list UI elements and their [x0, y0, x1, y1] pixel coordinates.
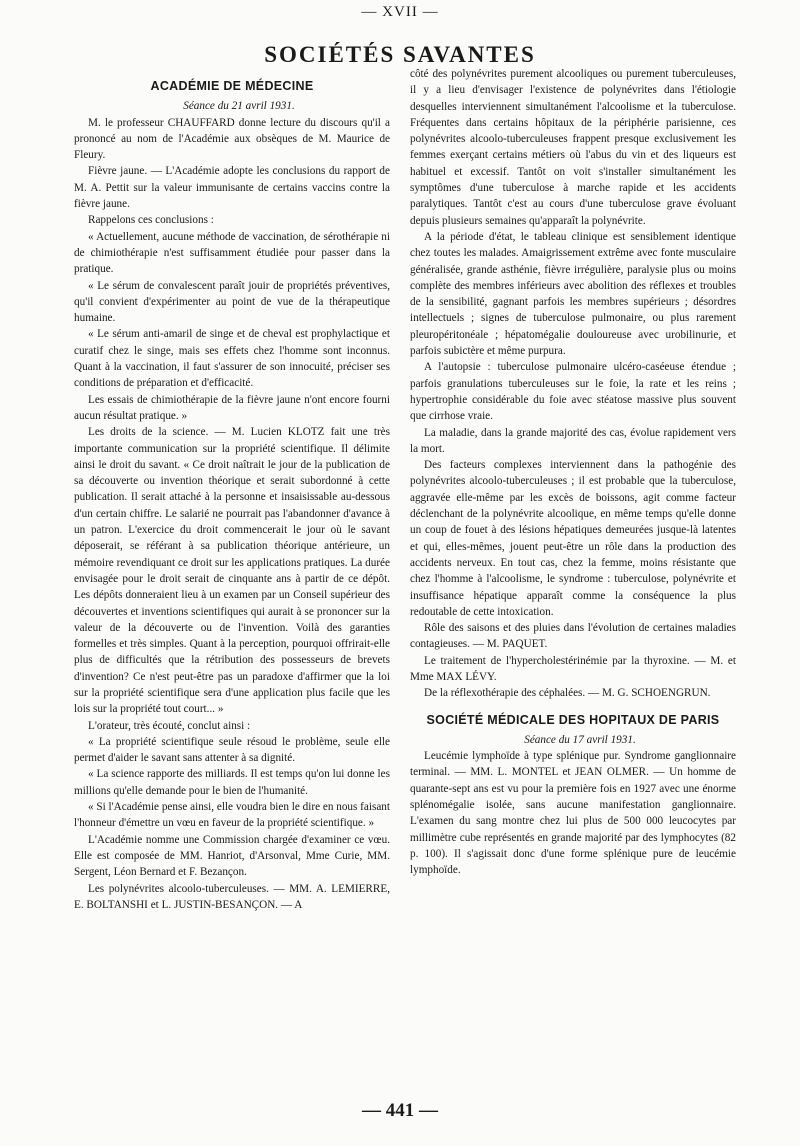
page-roman-header: — XVII — [361, 4, 439, 20]
left-paragraph-12: « Si l'Académie pense ainsi, elle voudra bien le dire en nous faisant l'honneur d'émettre un vœu en faveur de la propriété scientifique. » [74, 801, 390, 830]
left-paragraph-8: Les droits de la science. — M. Lucien KLOTZ fait une très importante communication sur la propriété scientifique. Il délimite ainsi le droit du savant. « Ce droit naîtrait le jour de la publication de sa découverte ou invention théorique et serait subordonné à cette publication. Il serait attaché à la personne et insaisissable au-dessous d'un certain chiffre. Le salarié ne pourrait pas l'abandonner d'avance à un patron. L'exercice du droit commencerait le jour où le savant déposerait, se référant à sa publication théorique antérieure, un mémoire revendiquant ce droit sur les applications pratiques. La durée envisagée pour le droit serait de cinquante ans à partir de ce dépôt. Les dépôts donneraient lieu à un examen par un Conseil supérieur des découvertes et inventions scientifiques qui aurait à se prononcer sur la valeur de la découverte ou de l'invention. Voilà des garanties formelles et très simples. Quant à la perception, pourquoi offrirait-elle plus de difficultés que la rétribution des possesseurs de brevets d'invention? Ce n'est peut-être pas un paradoxe d'affirmer que la loi sur la propriété scientifique sera d'une application plus facile que les lois sur la propriété tout court... » [74, 426, 390, 716]
society-title: SOCIÉTÉ MÉDICALE DES HOPITAUX DE PARIS [426, 712, 720, 727]
page-title: SOCIÉTÉS SAVANTES [264, 42, 536, 67]
society-session: Séance du 17 avril 1931. [524, 733, 636, 746]
left-paragraph-1: M. le professeur CHAUFFARD donne lecture du discours qu'il a prononcé au nom de l'Académie aux obsèques de M. Maurice de Fleury. [74, 116, 390, 162]
right-paragraph-2: A la période d'état, le tableau clinique est sensiblement identique chez toutes les malades. Amaigrissement extrême avec fonte musculaire généralisée, grande asthénie, fièvre irrégulière, paralysie plus ou moins complète des membres inférieurs avec abolition des réflexes et troubles de la sensibilité, gagnant parfois les membres supérieurs ; désordres intellectuels ; signes de tuberculose pulmonaire, ou plus rarement pleuropéritonéale ; hépatomégalie douloureuse avec urobilinurie, et parfois subictère et même purpura. [410, 230, 736, 358]
right-paragraph-5: Des facteurs complexes interviennent dans la pathogénie des polynévrites alcoolo-tuberculeuses ; il est probable que la tuberculose, aggravée elle-même par les excès de boissons, agit comme facteur déclenchant de la polynévrite alcoolique, en même temps qu'elle donne un coup de fouet à des lésions hépatiques demeurées jusque-là latentes et qui, elles-mêmes, jouent peut-être un rôle dans la production des accidents nerveux. En tout cas, chez la femme, moins résistante que chez l'homme à l'alcoolisme, le syndrome : tuberculose, polynévrite et insuffisance hépatique apparaît comme la conséquence la plus redoutable de cette intoxication. [410, 459, 736, 618]
right-paragraph-8: De la réflexothérapie des céphalées. — M. G. SCHOENGRUN. [424, 687, 711, 700]
right-paragraph-6: Rôle des saisons et des pluies dans l'évolution de certaines maladies contagieuses. — M. PAQUET. [410, 622, 736, 651]
page-number: — 441 — [362, 1100, 438, 1121]
right-column [410, 66, 736, 879]
left-paragraph-3: Rappelons ces conclusions : [88, 214, 214, 227]
left-paragraph-13: L'Académie nomme une Commission chargée d'examiner ce vœu. Elle est composée de MM. Hanriot, d'Arsonval, Mme Curie, MM. Sergent, Léon Bernard et F. Bezançon. [74, 833, 390, 879]
right-paragraph-1: côté des polynévrites purement alcooliques ou purement tuberculeuses, il y a lieu d'envisager l'existence de polynévrites dans l'étiologie desquelles interviennent simultanément l'alcoolisme et la tuberculose. Fréquentes dans certains hôpitaux de la périphérie parisienne, ces polynévrites alcoolo-tuberculeuses frappent presque exclusivement les femmes exerçant certains métiers où l'abus du vin et des liqueurs est habituel et excessif. Tantôt on voit s'installer simultanément les symptômes d'une tuberculose à marche rapide et les accidents paralytiques. Tantôt c'est au cours d'une tuberculose grave évoluant depuis plusieurs semaines qu'apparaît la polynévrite. [410, 68, 736, 227]
left-column [74, 78, 390, 913]
right-paragraph-4: La maladie, dans la grande majorité des cas, évolue rapidement vers la mort. [410, 426, 736, 455]
right-paragraph-9: Leucémie lymphoïde à type splénique pur. Syndrome ganglionnaire terminal. — MM. L. MONTEL et JEAN OLMER. — Un homme de quarante-sept ans est vu pour la première fois en 1927 avec une énorme splénomégalie isolée, sans aucune manifestation ganglionnaire. L'examen du sang montre chez lui plus de 500 000 leucocytes par millimètre cube représentés en grande majorité par des lymphocytes (82 p. 100). Il s'agissait donc d'une forme splénique pure de leucémie lymphoïde. [410, 750, 736, 877]
left-paragraph-11: « La science rapporte des milliards. Il est temps qu'on lui donne les millions qu'elle demande pour le bien de l'humanité. [74, 768, 390, 797]
right-paragraph-7: Le traitement de l'hypercholestérinémie par la thyroxine. — M. et Mme MAX LÉVY. [410, 654, 736, 683]
academy-session: Séance du 21 avril 1931. [183, 100, 295, 113]
left-paragraph-6: « Le sérum anti-amaril de singe et de cheval est prophylactique et curatif chez le singe, mais ses effets chez l'homme sont inconnus. Quant à la vaccination, il faut s'assurer de son innocuité, préciser ses conditions de préparation et d'efficacité. [74, 328, 390, 390]
left-paragraph-7: Les essais de chimiothérapie de la fièvre jaune n'ont encore fourni aucun résultat pratique. » [74, 393, 390, 422]
section-spacer [410, 702, 736, 712]
left-paragraph-2: Fièvre jaune. — L'Académie adopte les conclusions du rapport de M. A. Pettit sur la valeur immunisante de certains vaccins contre la fièvre jaune. [74, 165, 390, 211]
academy-title: ACADÉMIE DE MÉDECINE [150, 79, 314, 93]
left-paragraph-10: « La propriété scientifique seule résoud le problème, seule elle permet d'aider le savant sans attenter à sa dignité. [74, 735, 390, 765]
left-paragraph-9: L'orateur, très écouté, conclut ainsi : [88, 719, 251, 732]
left-paragraph-14: Les polynévrites alcoolo-tuberculeuses. — MM. A. LEMIERRE, E. BOLTANSHI et L. JUSTIN-BESANÇON. — A [74, 882, 390, 911]
right-paragraph-3: A l'autopsie : tuberculose pulmonaire ulcéro-caséeuse étendue ; parfois granulations tuberculeuses sur le foie, la rate et les reins ; hypertrophie considérable du foie avec stéatose massive plus souvent que cirrhose vraie. [410, 361, 736, 423]
left-paragraph-4: « Actuellement, aucune méthode de vaccination, de sérothérapie ni de chimiothérapie n'est suffisamment étudiée pour passer dans la pratique. [74, 230, 390, 276]
left-paragraph-5: « Le sérum de convalescent paraît jouir de propriétés préventives, qu'il convient d'expérimenter au point de vue de la thérapeutique humaine. [74, 279, 390, 325]
